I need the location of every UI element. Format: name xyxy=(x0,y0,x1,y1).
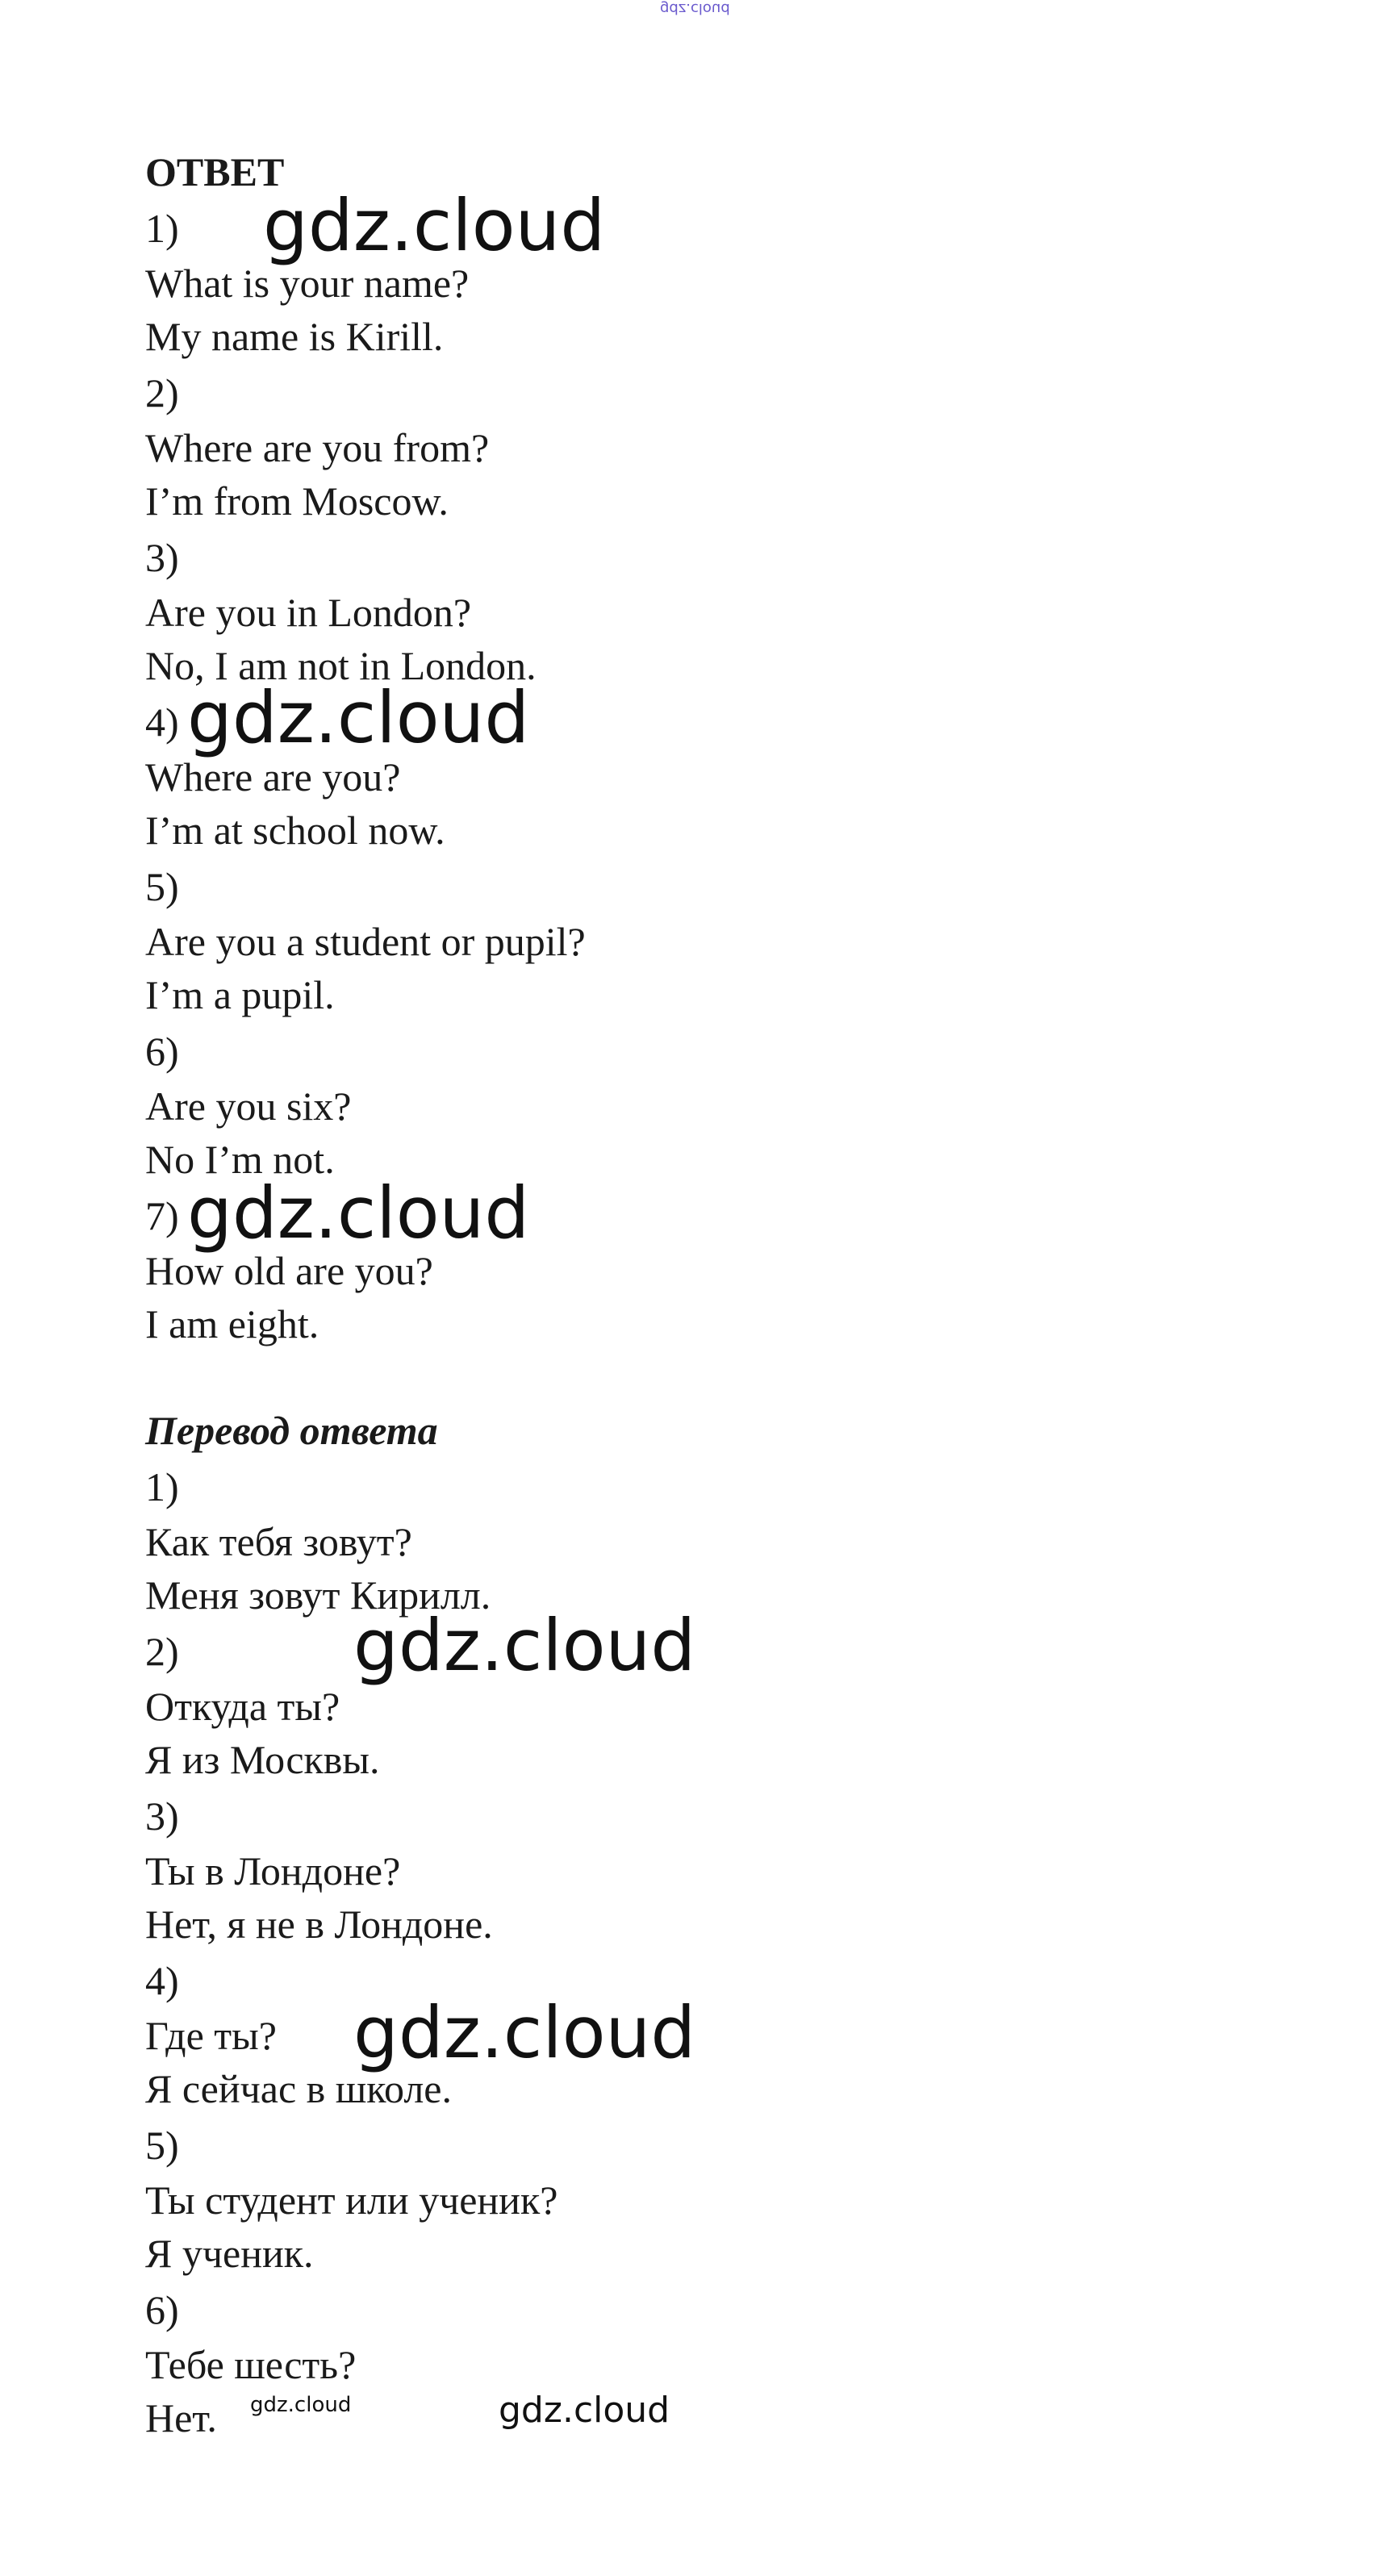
answer-item-6-reply: No I’m not. xyxy=(145,1137,335,1182)
translation-item-4-reply: Я сейчас в школе. xyxy=(145,2066,452,2111)
answer-item-4-reply: I’m at school now. xyxy=(145,808,445,853)
translation-item-2-number: 2) xyxy=(145,1629,179,1674)
watermark-6: gdz.cloud xyxy=(250,2393,352,2417)
translation-item-6-number: 6) xyxy=(145,2287,179,2332)
translation-item-5-reply: Я ученик. xyxy=(145,2231,314,2276)
answer-item-1-question: What is your name? xyxy=(145,261,470,306)
answer-item-3-reply: No, I am not in London. xyxy=(145,643,537,688)
translation-item-3-reply: Нет, я не в Лондоне. xyxy=(145,1902,493,1947)
answer-item-6-number: 6) xyxy=(145,1029,179,1074)
watermark-4: gdz.cloud xyxy=(353,1604,696,1687)
answer-item-2-reply: I’m from Moscow. xyxy=(145,478,449,524)
translation-item-3-number: 3) xyxy=(145,1793,179,1839)
watermark-5: gdz.cloud xyxy=(353,1991,696,2074)
translation-item-5-question: Ты студент или ученик? xyxy=(145,2177,558,2223)
translation-item-2-reply: Я из Москвы. xyxy=(145,1737,380,1782)
translation-item-6-question: Тебе шесть? xyxy=(145,2342,357,2387)
translation-title: Перевод ответа xyxy=(145,1408,438,1453)
watermark-top: gdz.cloud xyxy=(660,0,730,17)
translation-item-5-number: 5) xyxy=(145,2123,179,2168)
watermark-1: gdz.cloud xyxy=(263,184,606,267)
translation-item-1-question: Как тебя зовут? xyxy=(145,1519,412,1564)
answer-item-7-reply: I am eight. xyxy=(145,1301,319,1346)
answer-item-7-number: 7) xyxy=(145,1193,179,1238)
answer-item-7-question: How old are you? xyxy=(145,1248,433,1293)
answer-item-4-question: Where are you? xyxy=(145,754,401,800)
answer-item-5-number: 5) xyxy=(145,864,179,909)
answer-item-1-reply: My name is Kirill. xyxy=(145,314,444,359)
translation-item-1-reply: Меня зовут Кирилл. xyxy=(145,1572,491,1618)
answer-item-2-question: Where are you from? xyxy=(145,425,490,470)
answer-item-2-number: 2) xyxy=(145,370,179,415)
watermark-2: gdz.cloud xyxy=(187,676,530,759)
translation-item-4-question: Где ты? xyxy=(145,2013,277,2058)
watermark-7: gdz.cloud xyxy=(499,2390,670,2431)
answer-item-3-number: 3) xyxy=(145,535,179,580)
answer-item-6-question: Are you six? xyxy=(145,1083,352,1129)
answer-title: ОТВЕТ xyxy=(145,149,285,194)
watermark-3: gdz.cloud xyxy=(187,1171,530,1255)
translation-item-2-question: Откуда ты? xyxy=(145,1684,340,1729)
translation-item-3-question: Ты в Лондоне? xyxy=(145,1848,401,1893)
answer-item-5-question: Are you a student or pupil? xyxy=(145,919,586,964)
translation-item-6-reply: Нет. xyxy=(145,2395,217,2440)
answer-item-3-question: Are you in London? xyxy=(145,590,472,635)
translation-item-1-number: 1) xyxy=(145,1464,179,1509)
answer-item-4-number: 4) xyxy=(145,699,179,745)
translation-item-4-number: 4) xyxy=(145,1958,179,2003)
answer-item-1-number: 1) xyxy=(145,206,179,251)
answer-item-5-reply: I’m a pupil. xyxy=(145,972,335,1017)
